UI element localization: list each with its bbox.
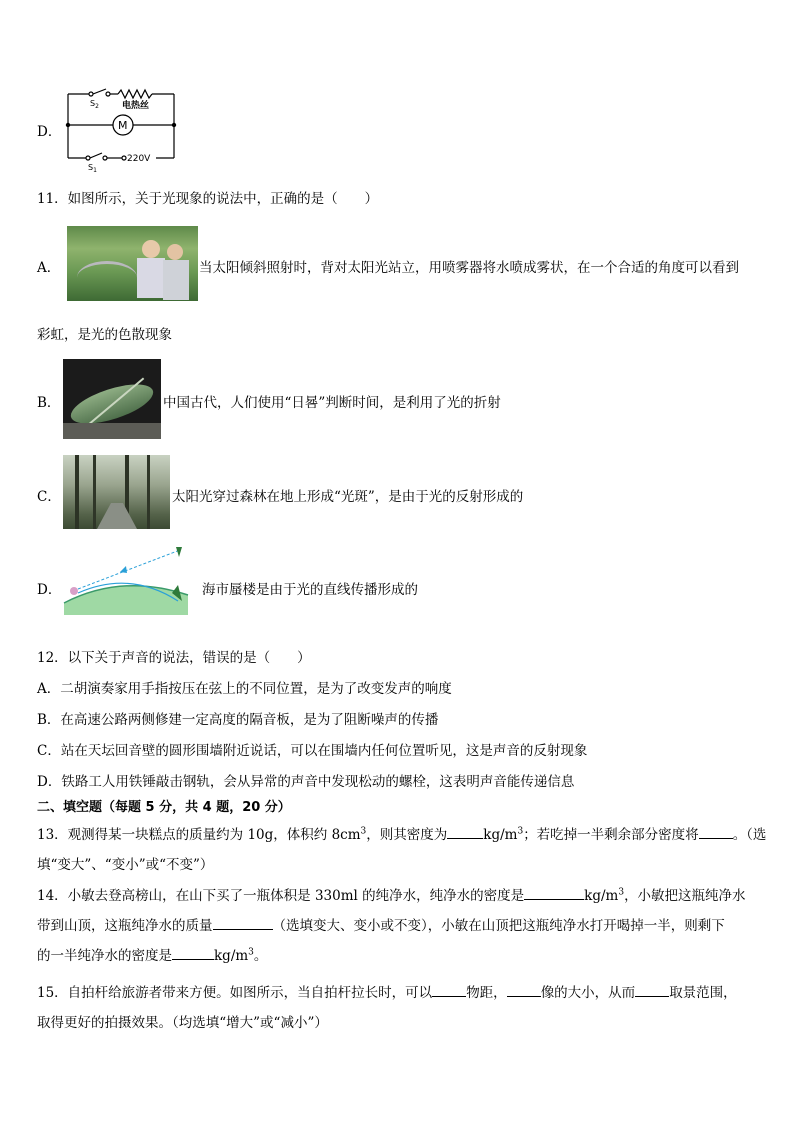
- forest-light-photo: [63, 455, 170, 529]
- q15-blank-object-distance[interactable]: [432, 982, 466, 997]
- q11-b-label: B．: [37, 395, 61, 411]
- q14-blank-density-2[interactable]: [172, 945, 214, 960]
- q13-blank-density[interactable]: [447, 824, 483, 839]
- s2-label: $S_2$: [90, 99, 99, 110]
- q13-line-2: 填“变大”、“变小”或“不变”）: [37, 857, 214, 873]
- q11-c-label: C．: [37, 489, 61, 505]
- q11-a-label: A．: [37, 260, 61, 276]
- q11-b-text: 中国古代，人们使用“日晷”判断时间，是利用了光的折射: [163, 395, 501, 411]
- q14-line-3: 的一半纯净水的密度是 $kg/m^3$。: [37, 944, 267, 964]
- mirage-diagram: [60, 545, 195, 615]
- q11-c-text: 太阳光穿过森林在地上形成“光斑”，是由于光的反射形成的: [172, 489, 524, 505]
- q13-blank-change[interactable]: [699, 824, 733, 839]
- motor-label: M: [118, 119, 128, 132]
- q15-blank-image-size[interactable]: [507, 982, 541, 997]
- q12-option-b: B．在高速公路两侧修建一定高度的隔音板，是为了阻断噪声的传播: [37, 712, 439, 728]
- q11-d-label: D．: [37, 582, 62, 598]
- q13-line-1: 13．观测得某一块糕点的质量约为 10g，体积约 $8cm^3$，则其密度为 $kg/m^3$；若吃掉一半剩余部分密度将 。（选: [37, 823, 766, 843]
- q12-stem: 12．以下关于声音的说法，错误的是（ ）: [37, 650, 311, 666]
- voltage-label: 220V: [127, 154, 151, 164]
- q12-option-a: A．二胡演奏家用手指按压在弦上的不同位置，是为了改变发声的响度: [37, 681, 452, 697]
- q15-blank-range[interactable]: [635, 982, 669, 997]
- s1-label: $S_1$: [88, 163, 97, 174]
- rainbow-spray-photo: [67, 226, 198, 301]
- q11-stem: 11．如图所示，关于光现象的说法中，正确的是（ ）: [37, 191, 379, 207]
- q11-a-text-1: 当太阳倾斜照射时，背对太阳光站立，用喷雾器将水喷成雾状，在一个合适的角度可以看到: [199, 260, 739, 276]
- q15-line-2: 取得更好的拍摄效果。（均选填“增大”或“减小”）: [37, 1015, 328, 1031]
- q15-line-1: 15．自拍杆给旅游者带来方便。如图所示，当自拍杆拉长时，可以 物距， 像的大小，从而 取景范围，: [37, 981, 737, 1001]
- q14-line-1: 14．小敏去登高榜山，在山下买了一瓶体积是 330ml 的纯净水，纯净水的密度是 $kg/m^3$，小敏把这瓶纯净水: [37, 884, 746, 904]
- q14-blank-mass[interactable]: [213, 915, 273, 930]
- q14-line-2: 带到山顶，这瓶纯净水的质量 （选填变大、变小或不变），小敏在山顶把这瓶纯净水打开喝掉一半，则剩下: [37, 914, 725, 934]
- q14-blank-density[interactable]: [524, 885, 584, 900]
- heater-label: 电热丝: [122, 101, 150, 111]
- q10-option-d-label: D．: [37, 124, 62, 140]
- q11-a-text-2: 彩虹，是光的色散现象: [37, 327, 172, 343]
- circuit-diagram: [62, 82, 182, 174]
- section-title: 二、填空题（每题 5 分，共 4 题，20 分）: [37, 800, 291, 815]
- q11-d-text: 海市蜃楼是由于光的直线传播形成的: [202, 582, 418, 598]
- sundial-photo: [63, 359, 161, 439]
- q12-option-d: D．铁路工人用铁锤敲击钢轨，会从异常的声音中发现松动的螺栓，这表明声音能传递信息: [37, 774, 575, 790]
- q12-option-c: C．站在天坛回音壁的圆形围墙附近说话，可以在围墙内任何位置听见，这是声音的反射现象: [37, 743, 588, 759]
